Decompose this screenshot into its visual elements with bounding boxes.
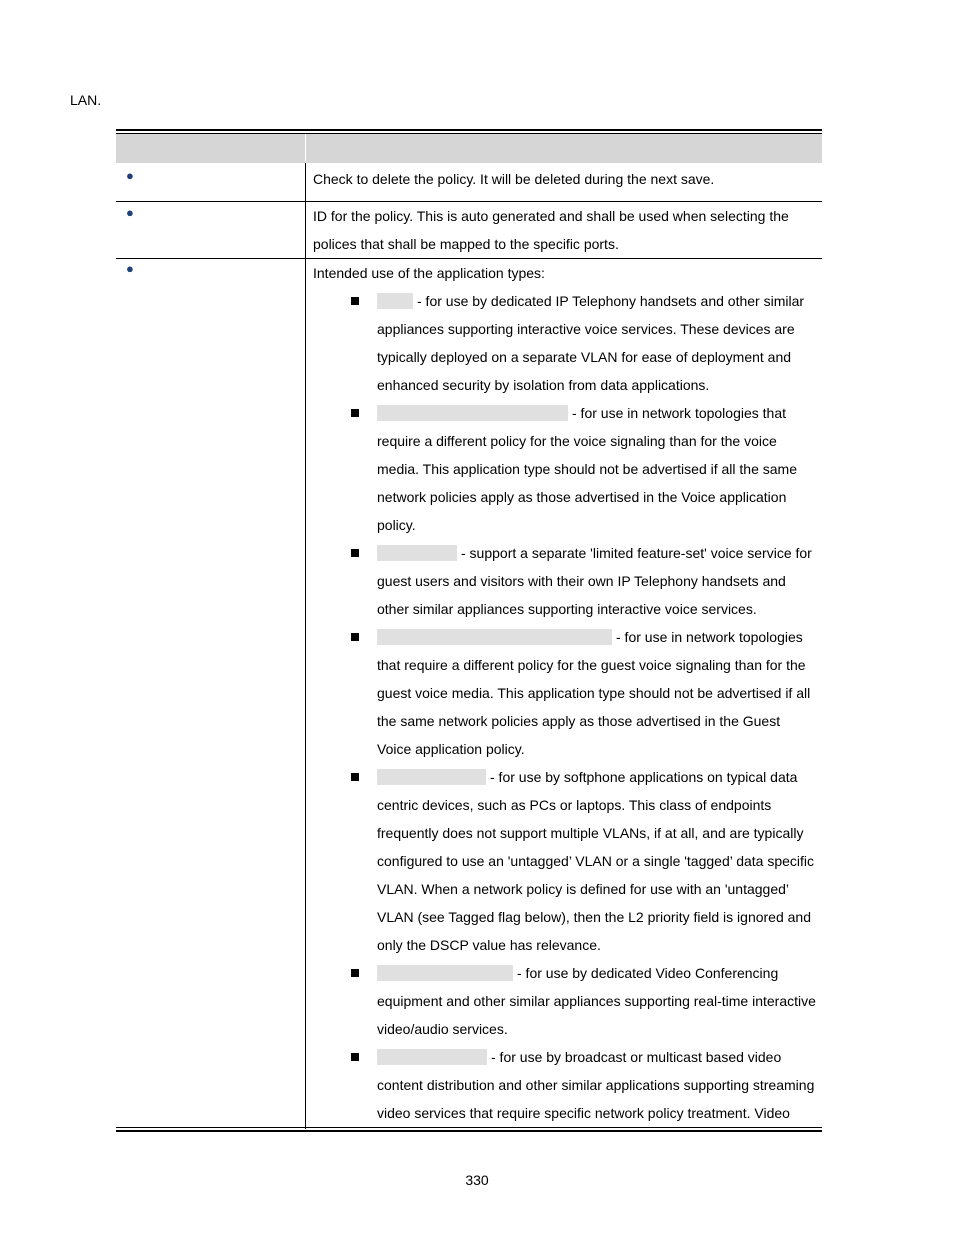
list-item: - for use in network topologies that require a different policy for the voice signaling than for the voice media. This application type should not be advertised if all the same network policies apply as those advertised in the Voice application policy. xyxy=(313,399,816,539)
bullet-icon: ● xyxy=(126,205,134,220)
table-row xyxy=(116,259,822,1129)
table-row xyxy=(116,163,822,202)
lead-text: LAN. xyxy=(70,92,102,108)
list-item: - for use by dedicated IP Telephony handsets and other similar appliances supporting interactive voice services. These devices are typically deployed on a separate VLAN for ease of deployment and enhanced security by isolation from data applications. xyxy=(313,287,816,399)
redacted-term xyxy=(377,769,486,785)
list-item: - for use by softphone applications on typical data centric devices, such as PCs or laptops. This class of endpoints frequently does not support multiple VLANs, if at all, and are typically configured to use an 'untagged’ VLAN or a single 'tagged’ data specific VLAN. When a network policy is defined for use with an 'untagged’ VLAN (see Tagged flag below), then the L2 priority field is ignored and only the DSCP value has relevance. xyxy=(313,763,816,959)
square-bullet-icon xyxy=(351,773,359,781)
row-description: Check to delete the policy. It will be deleted during the next save. xyxy=(313,171,715,187)
bullet-icon: ● xyxy=(126,168,134,183)
table-top-rule xyxy=(116,129,822,131)
square-bullet-icon xyxy=(351,969,359,977)
list-item: - for use by broadcast or multicast based video content distribution and other similar applications supporting streaming video services that require specific network policy treatment. Video xyxy=(313,1043,816,1127)
application-type-list xyxy=(313,287,816,1127)
table-bottom-rule xyxy=(116,1130,822,1132)
bullet-icon: ● xyxy=(126,261,134,276)
list-item: - support a separate 'limited feature-set' voice service for guest users and visitors with their own IP Telephony handsets and other similar appliances supporting interactive voice services. xyxy=(313,539,816,623)
redacted-term xyxy=(377,293,413,309)
square-bullet-icon xyxy=(351,1053,359,1061)
square-bullet-icon xyxy=(351,549,359,557)
square-bullet-icon xyxy=(351,633,359,641)
table-header xyxy=(116,134,822,163)
row-description: Intended use of the application types: xyxy=(313,265,545,281)
list-item: - for use in network topologies that require a different policy for the guest voice signaling than for the guest voice media. This application type should not be advertised if all the same network policies apply as those advertised in the Guest Voice application policy. xyxy=(313,623,816,763)
redacted-term xyxy=(377,405,568,421)
row-description: ID for the policy. This is auto generated and shall be used when selecting the polices that shall be mapped to the specific ports. xyxy=(313,208,789,252)
page-number: 330 xyxy=(465,1172,489,1188)
table-row xyxy=(116,202,822,259)
list-item: - for use by dedicated Video Conferencing equipment and other similar appliances supporting real-time interactive video/audio services. xyxy=(313,959,816,1043)
redacted-term xyxy=(377,965,513,981)
redacted-term xyxy=(377,1049,487,1065)
redacted-term xyxy=(377,629,612,645)
table-bottom-rule-thin xyxy=(116,1127,822,1128)
redacted-term xyxy=(377,545,457,561)
square-bullet-icon xyxy=(351,297,359,305)
policy-table xyxy=(116,129,822,1129)
square-bullet-icon xyxy=(351,409,359,417)
